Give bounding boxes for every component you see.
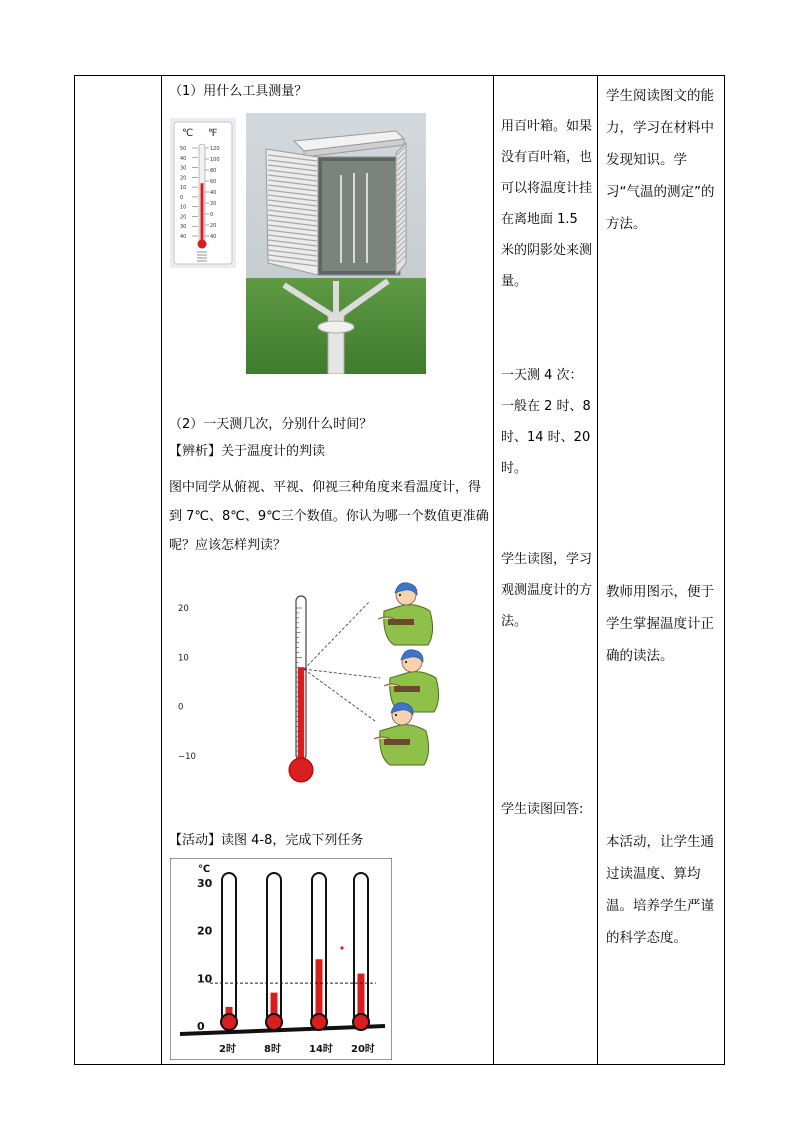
fahrenheit-unit: ℉ [208,128,218,139]
analysis-text: 图中同学从俯视、平视、仰视三种角度来看温度计，得到 7℃、8℃、9℃三个数值。你认为哪一个数值更准确呢？应该怎样判读？ [169,480,489,553]
temperature-chart [170,858,392,1060]
reading-tick-label: 10 [178,653,189,664]
chart-ytick-label: 0 [197,1020,205,1033]
sight-line [304,669,380,678]
column-student [494,76,598,1065]
stevenson-screen-photo [246,113,426,374]
thermometer-bulb [198,240,207,249]
chart-unit-label: ℃ [198,864,211,875]
celsius-unit: ℃ [182,128,194,139]
student-figure [378,583,433,645]
chart-ytick-label: 20 [197,924,213,938]
celsius-tick-label: 40 [180,155,187,162]
thermometer-bulb [289,758,313,782]
stray-dot [340,946,343,949]
analysis-title: 关于温度计的判读 [221,444,326,459]
activity-tag: 【活动】 [169,833,222,848]
teacher-note-3: 本活动，让学生通过读温度、算均温。培养学生严谨的科学态度。 [606,834,714,946]
chart-category-label: 8时 [264,1044,281,1055]
student-note-1: 用百叶箱。如果没有百叶箱，也可以将温度计挂在离地面 1.5 米的阴影处来测量。 [501,119,593,289]
student-note-4: 学生读图回答: [501,802,584,817]
thermometer-photo [170,118,236,268]
celsius-tick-label: 30 [180,165,187,172]
celsius-tick-label: 10 [180,204,187,211]
student-figure [384,650,439,712]
student-note-2: 一天测 4 次：一般在 2 时、8 时、14 时、20 时。 [501,368,591,476]
student-note-3: 学生读图，学习观测温度计的方法。 [501,552,593,629]
thermometer-tube [222,873,236,1023]
celsius-tick-label: 10 [180,185,187,192]
column-blank [75,76,162,1065]
column-content [162,76,494,1065]
column-teacher [598,76,725,1065]
fahrenheit-tick-label: 20 [210,223,217,229]
fahrenheit-tick-label: 80 [210,168,217,174]
reading-tick-label: −10 [178,752,196,762]
fahrenheit-tick-label: 100 [210,157,220,163]
fahrenheit-tick-label: 60 [210,179,217,185]
chart-category-label: 20时 [351,1044,375,1055]
celsius-tick-label: 30 [180,224,187,231]
activity-text: 读图 4-8，完成下列任务 [221,833,364,848]
chart-ytick-label: 30 [197,877,213,890]
thermometer-reading-figure [170,581,470,791]
reading-tick-label: 20 [178,604,189,614]
celsius-tick-label: 50 [180,146,187,152]
celsius-tick-label: 0 [180,194,184,201]
question-1: （1）用什么工具测量？ [169,84,308,99]
mercury-column [298,667,304,761]
teacher-note-2: 教师用图示，便于学生掌握温度计正确的读法。 [606,584,714,664]
lesson-table [74,75,725,1065]
chart-ytick-label: 10 [197,972,213,986]
teacher-note-1: 学生阅读图文的能力，学习在材料中发现知识。学习“气温的测定”的方法。 [606,88,715,232]
celsius-tick-label: 20 [180,175,187,182]
mercury-column [201,183,204,242]
thermometer-bulb [311,1014,327,1030]
thermometer-bulb [353,1014,369,1030]
celsius-tick-label: 20 [180,214,187,221]
chart-category-label: 2时 [219,1044,236,1055]
question-2: （2）一天测几次，分别什么时间？ [169,417,373,432]
analysis-tag: 【辨析】 [169,444,222,459]
fahrenheit-tick-label: 40 [210,190,217,196]
fahrenheit-tick-label: 20 [210,201,217,207]
sight-line [304,601,370,669]
fahrenheit-tick-label: 40 [210,234,217,240]
reading-tick-label: 0 [178,702,184,713]
fahrenheit-tick-label: 0 [210,212,214,218]
activity-heading [169,831,363,851]
celsius-tick-label: 40 [180,234,187,240]
fahrenheit-tick-label: 120 [210,146,220,152]
thermometer-bulb [221,1014,237,1030]
thermometer-bulb [266,1014,282,1030]
chart-category-label: 14时 [309,1044,333,1055]
analysis-heading [169,442,325,462]
sight-line [304,669,375,721]
